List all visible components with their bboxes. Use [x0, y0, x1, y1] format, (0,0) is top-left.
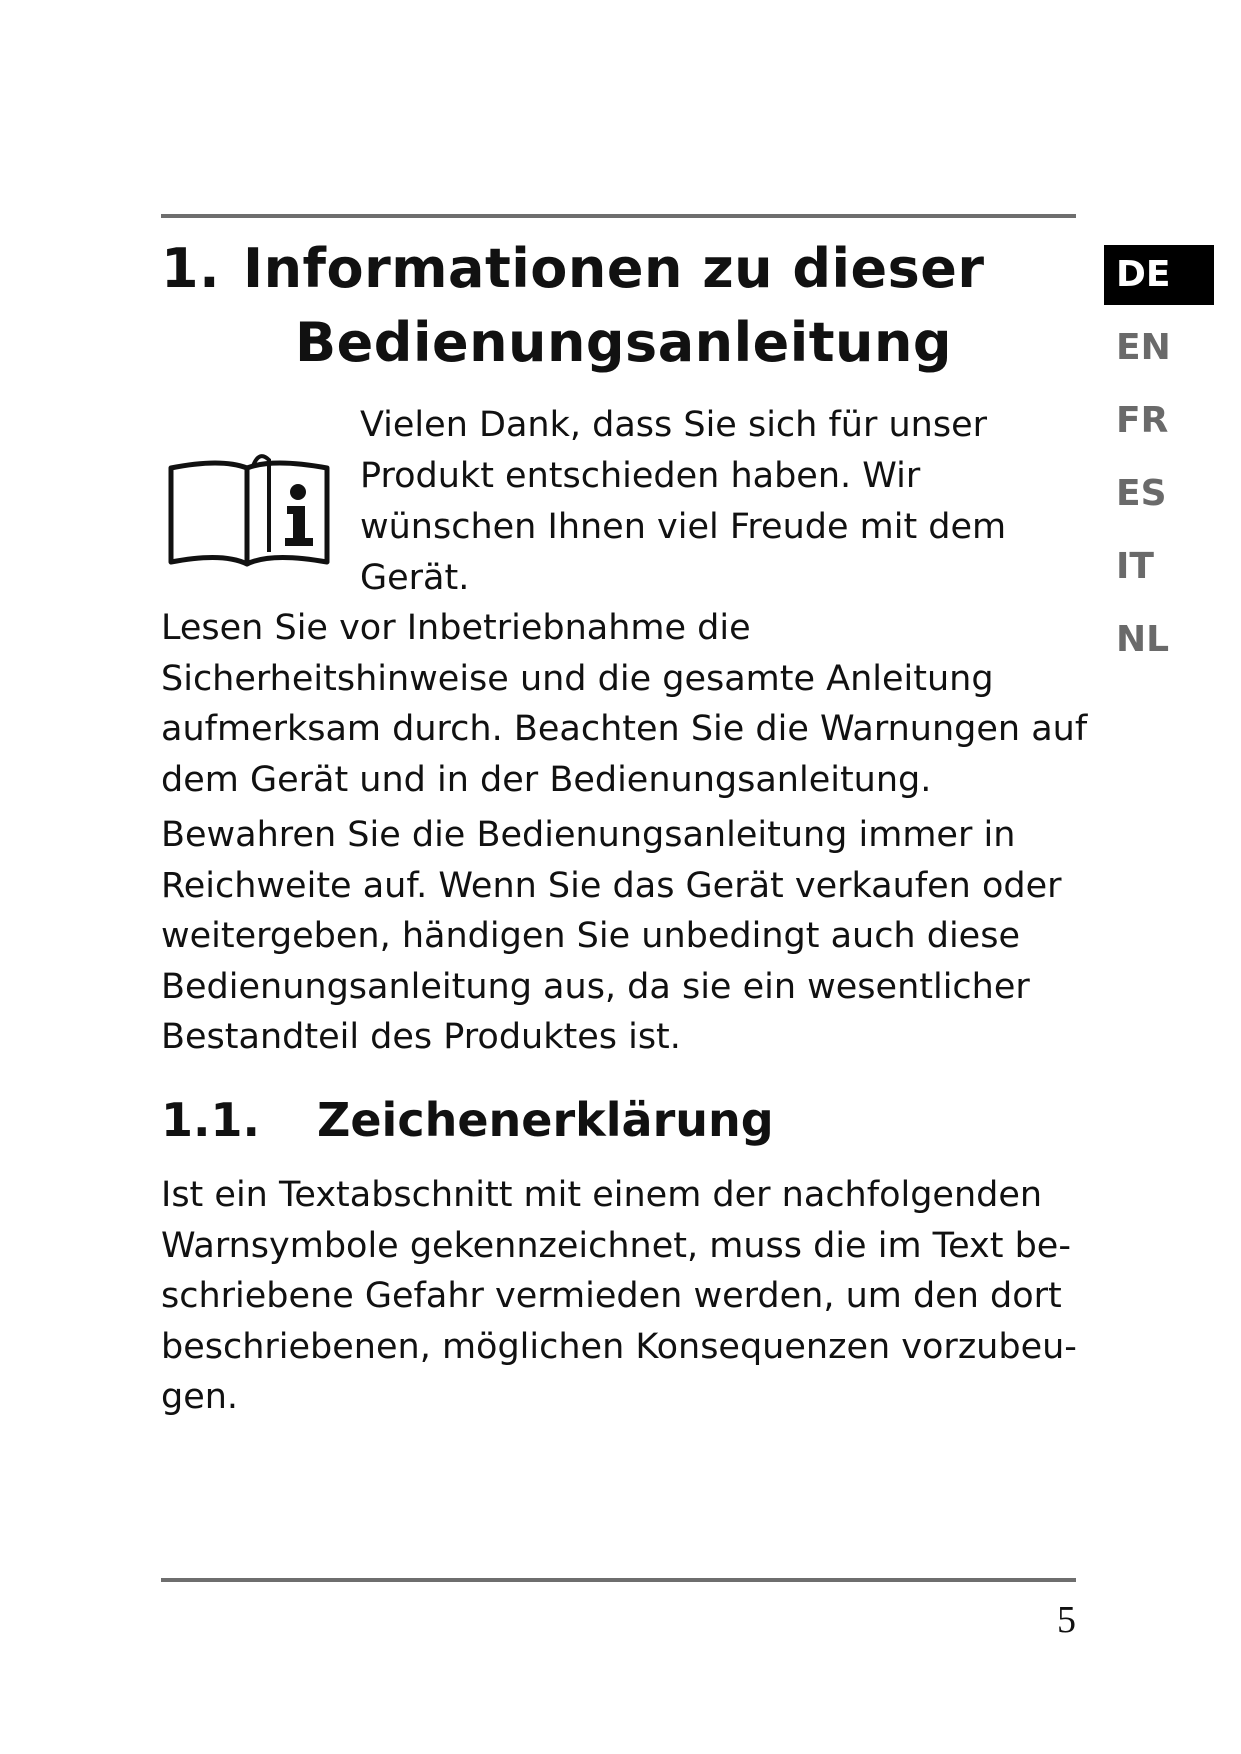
language-tab-fr[interactable]: FR: [1116, 400, 1169, 441]
bottom-rule: [161, 1578, 1076, 1582]
language-tab-es[interactable]: ES: [1116, 473, 1167, 514]
text-line: Gerät.: [360, 558, 470, 598]
heading-1-number: 1.: [161, 237, 221, 300]
language-tab-de[interactable]: DE: [1104, 245, 1214, 305]
intro-text: [360, 400, 1060, 604]
page-number: 5: [1057, 1599, 1076, 1641]
heading-2-number: 1.1.: [161, 1093, 260, 1147]
text-line: aufmerksam durch. Beachten Sie die Warnungen auf: [161, 709, 1088, 749]
heading-2-title: Zeichenerklärung: [317, 1093, 774, 1147]
manual-info-icon: [163, 452, 335, 576]
heading-1-title-line: Informationen zu dieser: [243, 237, 985, 300]
text-line: Ist ein Textabschnitt mit einem der nachfolgenden: [161, 1175, 1043, 1215]
paragraph-read-instructions: [161, 603, 1088, 805]
heading-2: [161, 1090, 774, 1150]
text-line: Reichweite auf. Wenn Sie das Gerät verkaufen oder: [161, 865, 1062, 906]
text-line: wünschen Ihnen viel Freude mit dem: [360, 507, 1007, 547]
language-tab-it[interactable]: IT: [1116, 546, 1154, 587]
text-line: Vielen Dank, dass Sie sich für unser: [360, 405, 988, 445]
language-tab-en[interactable]: EN: [1116, 327, 1171, 368]
top-rule: [161, 214, 1076, 218]
paragraph-symbol-explanation: [161, 1170, 1081, 1423]
text-line: Lesen Sie vor Inbetriebnahme die: [161, 608, 751, 648]
language-tab-nl[interactable]: NL: [1116, 619, 1170, 660]
text-line: weitergeben, händigen Sie unbedingt auch diese: [161, 916, 1020, 956]
paragraph-keep-manual: [161, 810, 1081, 1063]
heading-1-title: [243, 232, 1043, 380]
text-line: Warnsymbole gekennzeichnet, muss die im Text be-: [161, 1225, 1071, 1266]
text-line: beschriebenen, möglichen Konsequenzen vorzubeu-: [161, 1326, 1077, 1367]
text-line: Bewahren Sie die Bedienungsanleitung immer in: [161, 815, 1016, 855]
text-line: Bedienungsanleitung aus, da sie ein wesentlicher: [161, 966, 1030, 1007]
heading-1-title-line: Bedienungsanleitung: [295, 311, 953, 374]
text-line: Produkt entschieden haben. Wir: [360, 456, 921, 496]
text-line: schriebene Gefahr vermieden werden, um den dort: [161, 1276, 1062, 1316]
text-line: gen.: [161, 1377, 239, 1417]
text-line: Sicherheitshinweise und die gesamte Anleitung: [161, 658, 994, 699]
language-tabs: [1104, 245, 1214, 683]
text-line: Bestandteil des Produktes ist.: [161, 1017, 681, 1057]
text-line: dem Gerät und in der Bedienungsanleitung.: [161, 759, 932, 800]
